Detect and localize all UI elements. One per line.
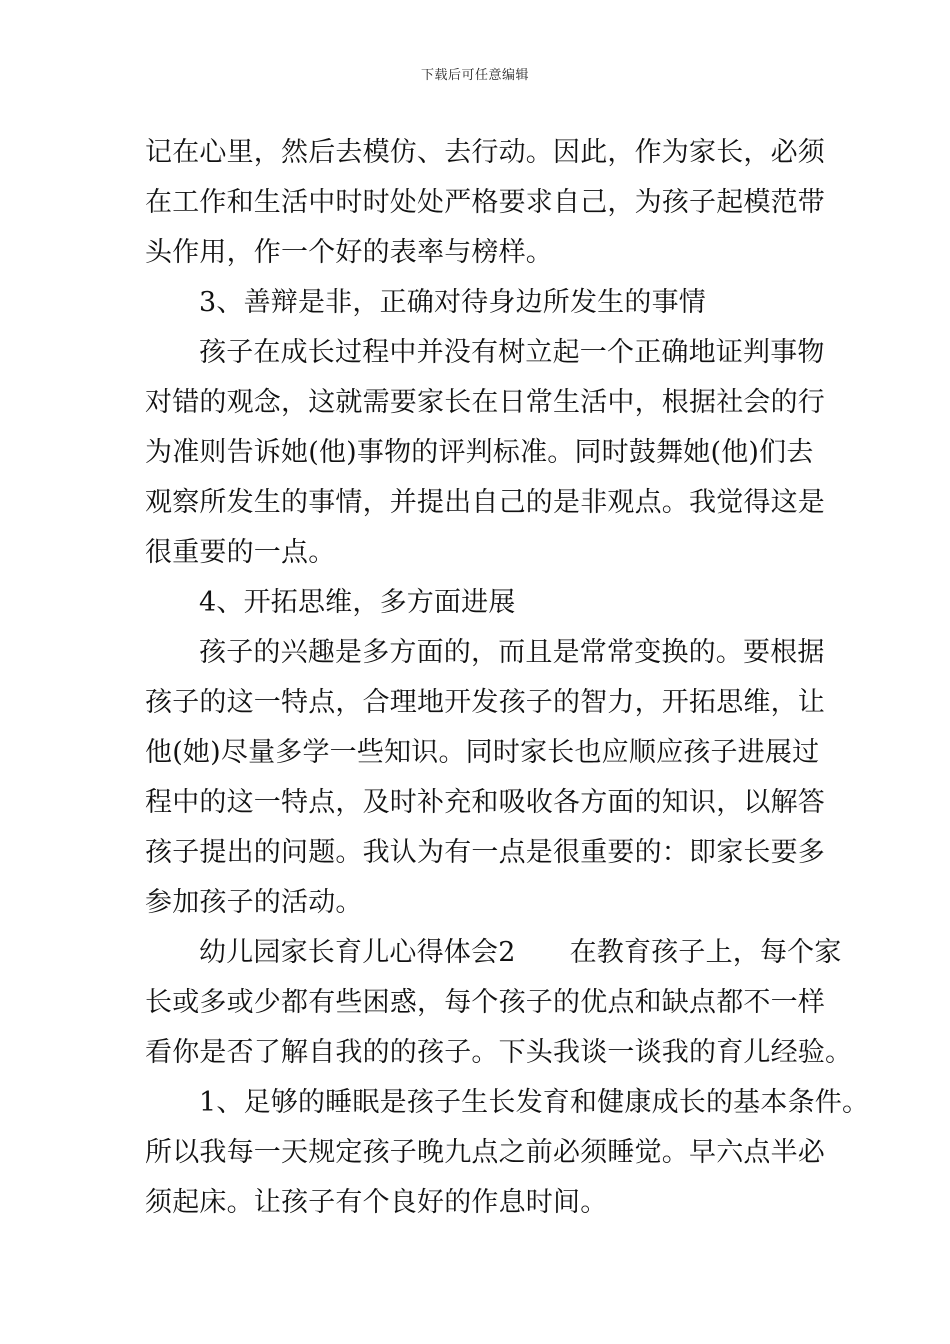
page-header: 下载后可任意编辑 xyxy=(420,68,529,83)
text-line: 很重要的一点。 xyxy=(145,537,336,568)
article-title: 幼儿园家长育儿心得体会2 xyxy=(199,937,516,968)
text-line: 在工作和生活中时时处处严格要求自己，为孩子起模范带 xyxy=(145,187,825,218)
text-line: 孩子在成长过程中并没有树立起一个正确地证判事物 xyxy=(199,337,825,368)
text-line: 孩子的兴趣是多方面的，而且是常常变换的。要根据 xyxy=(199,637,825,668)
text-line: 观察所发生的事情，并提出自己的是非观点。我觉得这是 xyxy=(145,487,825,518)
text-line: 对错的观念，这就需要家长在日常生活中，根据社会的行 xyxy=(145,387,825,418)
text-line: 为准则告诉她(他)事物的评判标准。同时鼓舞她(他)们去 xyxy=(145,437,814,468)
text-line: 程中的这一特点，及时补充和吸收各方面的知识，以解答 xyxy=(145,787,825,818)
text-line: 头作用，作一个好的表率与榜样。 xyxy=(145,237,553,268)
text-line: 孩子提出的问题。我认为有一点是很重要的：即家长要多 xyxy=(145,837,825,868)
text-line: 参加孩子的活动。 xyxy=(145,887,363,918)
text-line: 长或多或少都有些困惑，每个孩子的优点和缺点都不一样 xyxy=(145,987,825,1018)
text-line: 记在心里，然后去模仿、去行动。因此，作为家长，必须 xyxy=(145,137,825,168)
text-line: 1、足够的睡眠是孩子生长发育和健康成长的基本条件。 xyxy=(199,1087,870,1118)
section-heading: 4、开拓思维，多方面进展 xyxy=(199,587,516,618)
text-line: 须起床。让孩子有个良好的作息时间。 xyxy=(145,1187,608,1218)
document-body xyxy=(145,128,870,1228)
text-line: 他(她)尽量多学一些知识。同时家长也应顺应孩子进展过 xyxy=(145,737,820,768)
text-line xyxy=(145,928,842,978)
text-line: 所以我每一天规定孩子晚九点之前必须睡觉。早六点半必 xyxy=(145,1137,825,1168)
text-line-continuation: 在教育孩子上，每个家 xyxy=(569,937,842,968)
text-line: 看你是否了解自我的的孩子。下头我谈一谈我的育儿经验。 xyxy=(145,1037,853,1068)
section-heading: 3、善辩是非，正确对待身边所发生的事情 xyxy=(199,287,706,318)
text-line: 孩子的这一特点，合理地开发孩子的智力，开拓思维，让 xyxy=(145,687,825,718)
